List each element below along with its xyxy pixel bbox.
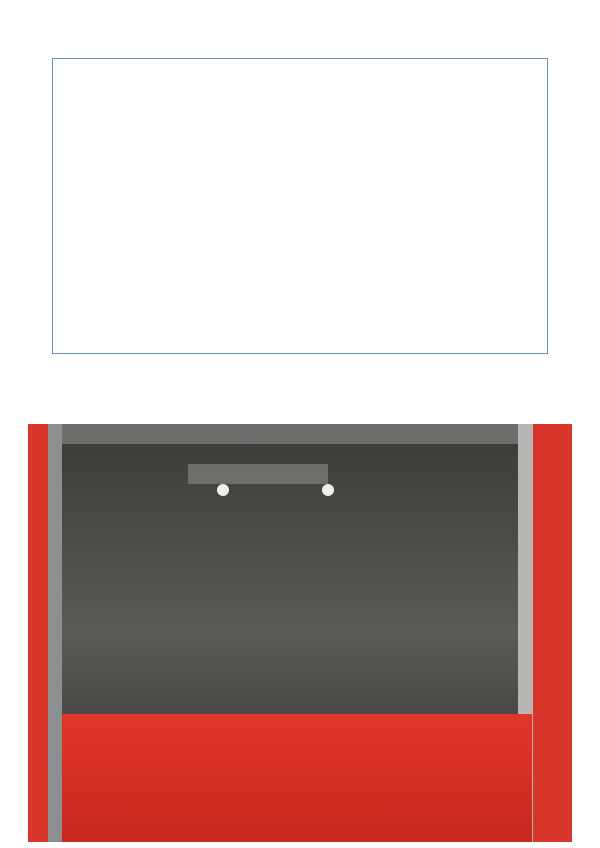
left-red-pillar: [28, 424, 48, 842]
red-banner: [62, 714, 532, 842]
intro-line-1: [61, 219, 545, 239]
intro-lines: [61, 219, 545, 260]
right-red-pillar: [533, 424, 572, 842]
cover-frame: [52, 58, 548, 354]
ceiling-light: [217, 484, 229, 496]
ceiling-light: [322, 484, 334, 496]
top-frame: [62, 424, 518, 444]
left-metal-frame: [48, 424, 62, 842]
intro-line-2: [61, 239, 545, 259]
storefront-photo: [28, 424, 572, 842]
